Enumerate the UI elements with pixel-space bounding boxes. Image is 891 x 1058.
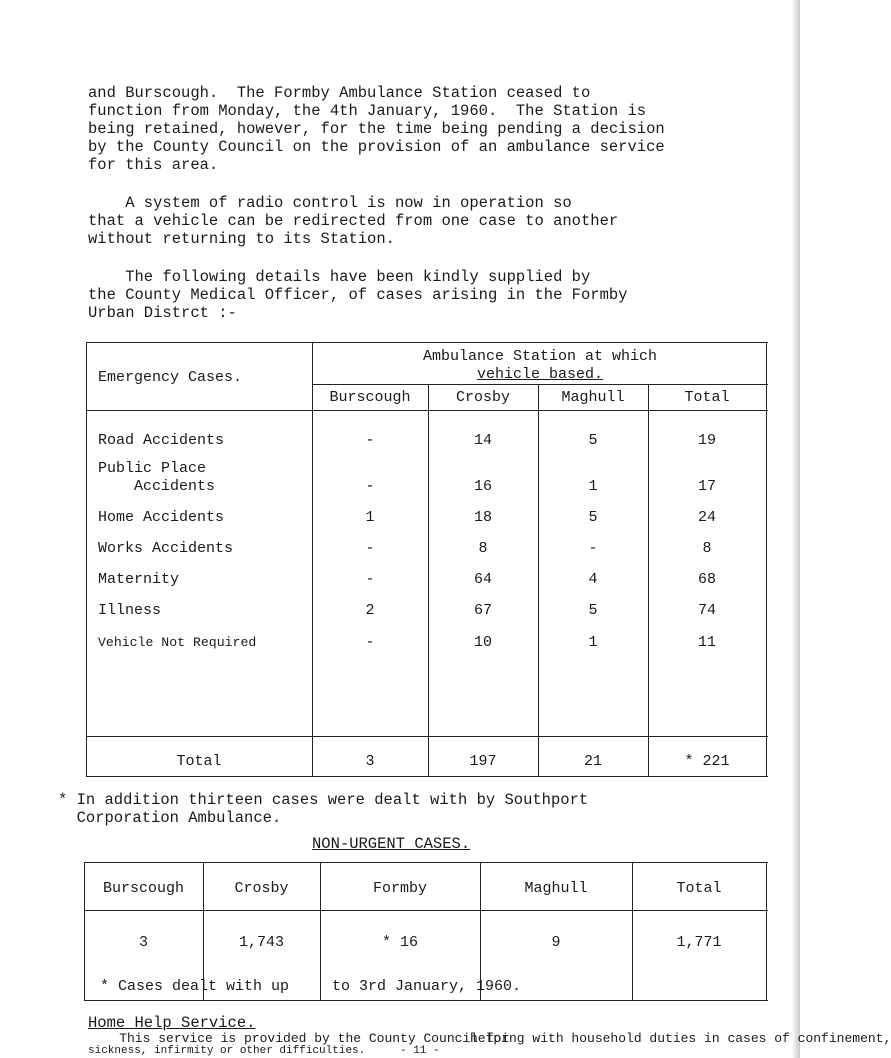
footnote: * In addition thirteen cases were dealt with by Southport — [58, 791, 589, 809]
table-note: to 3rd January, 1960. — [332, 978, 522, 995]
table-border — [312, 342, 313, 776]
table-border — [86, 342, 87, 776]
table-cell: 1 — [365, 509, 375, 526]
table-cell: 5 — [588, 602, 598, 619]
column-header: Maghull — [524, 880, 588, 897]
table-cell: - — [365, 571, 375, 588]
table-cell: 68 — [697, 571, 716, 588]
column-header: Formby — [372, 880, 427, 897]
table-cell: - — [365, 540, 375, 557]
table-border — [86, 342, 768, 343]
text-line: and Burscough. The Formby Ambulance Station ceased to — [88, 84, 591, 102]
table-cell: 1 — [588, 478, 598, 495]
text-line: This service is provided by the County Council for — [88, 1031, 510, 1046]
table-cell: - — [588, 540, 598, 557]
text-line: that a vehicle can be redirected from one case to another — [88, 212, 619, 230]
table-cell: 8 — [478, 540, 488, 557]
row-label: Home Accidents — [98, 509, 225, 526]
table-cell: 19 — [697, 432, 716, 449]
table-cell: 3 — [138, 934, 148, 951]
table-cell: 1,743 — [238, 934, 284, 951]
text-line: being retained, however, for the time being pending a decision — [88, 120, 665, 138]
table-cell: 18 — [473, 509, 492, 526]
column-header: Crosby — [455, 389, 510, 406]
text-line: the County Medical Officer, of cases arising in the Formby — [88, 286, 628, 304]
table-cell: 1,771 — [676, 934, 722, 951]
table-border — [766, 862, 767, 1000]
table-cell: 16 — [473, 478, 492, 495]
row-label: Public Place — [98, 460, 207, 477]
text-line: for this area. — [88, 156, 219, 174]
table-cell: 74 — [697, 602, 716, 619]
row-label: Maternity — [98, 571, 180, 588]
section-heading: Home Help Service. — [88, 1014, 256, 1032]
table-border — [86, 410, 768, 411]
text-line: Urban Distrct :- — [88, 304, 237, 322]
text-line: by the County Council on the provision of an ambulance service — [88, 138, 665, 156]
table-cell: 10 — [473, 634, 492, 651]
table-cell: 24 — [697, 509, 716, 526]
table-cell: 2 — [365, 602, 375, 619]
column-header: Maghull — [561, 389, 625, 406]
table-border — [84, 910, 768, 911]
text-line: The following details have been kindly supplied by — [88, 268, 591, 286]
table-cell: 5 — [588, 432, 598, 449]
section-heading: NON-URGENT CASES. — [312, 835, 471, 853]
column-header: Crosby — [234, 880, 289, 897]
group-header: Ambulance Station at which — [422, 348, 658, 365]
table-border — [766, 342, 767, 776]
table-cell: 64 — [473, 571, 492, 588]
table-border — [84, 862, 768, 863]
table-border — [86, 776, 768, 777]
row-label: Accidents — [98, 478, 216, 495]
table-border — [86, 736, 768, 737]
table-cell: - — [365, 478, 375, 495]
text-line: without returning to its Station. — [88, 230, 395, 248]
row-label: Works Accidents — [98, 540, 234, 557]
table-cell: - — [365, 432, 375, 449]
table-cell: 14 — [473, 432, 492, 449]
table-cell: 1 — [588, 634, 598, 651]
table-cell: * 221 — [684, 753, 730, 770]
corner-header: Emergency Cases. — [98, 369, 243, 386]
text-line: A system of radio control is now in operation so — [88, 194, 572, 212]
text-line: helping with household duties in cases of confinement, — [470, 1031, 891, 1046]
table-cell: 3 — [365, 753, 375, 770]
group-header: vehicle based. — [476, 366, 604, 383]
table-cell: 8 — [702, 540, 712, 557]
table-cell: 17 — [697, 478, 716, 495]
table-cell: 21 — [583, 753, 602, 770]
table-note: * Cases dealt with up — [100, 978, 290, 995]
page-number: - 11 - — [400, 1045, 440, 1057]
table-border — [84, 1000, 768, 1001]
text-line: function from Monday, the 4th January, 1960. The Station is — [88, 102, 647, 120]
table-cell: - — [365, 634, 375, 651]
table-cell: 4 — [588, 571, 598, 588]
row-label: Road Accidents — [98, 432, 225, 449]
table-cell: 197 — [469, 753, 497, 770]
page-edge-shadow — [792, 0, 800, 1058]
row-label: Vehicle Not Required — [98, 635, 257, 650]
table-cell: 5 — [588, 509, 598, 526]
column-header: Burscough — [329, 389, 411, 406]
table-cell: 9 — [551, 934, 561, 951]
row-label: Total — [176, 753, 222, 770]
table-border — [312, 384, 768, 385]
table-cell: 67 — [473, 602, 492, 619]
row-label: Illness — [98, 602, 162, 619]
text-line: sickness, infirmity or other difficulties. — [88, 1045, 366, 1057]
column-header: Burscough — [102, 880, 184, 897]
column-header: Total — [676, 880, 722, 897]
column-header: Total — [684, 389, 730, 406]
table-cell: * 16 — [381, 934, 418, 951]
footnote: Corporation Ambulance. — [58, 809, 282, 827]
table-cell: 11 — [697, 634, 716, 651]
